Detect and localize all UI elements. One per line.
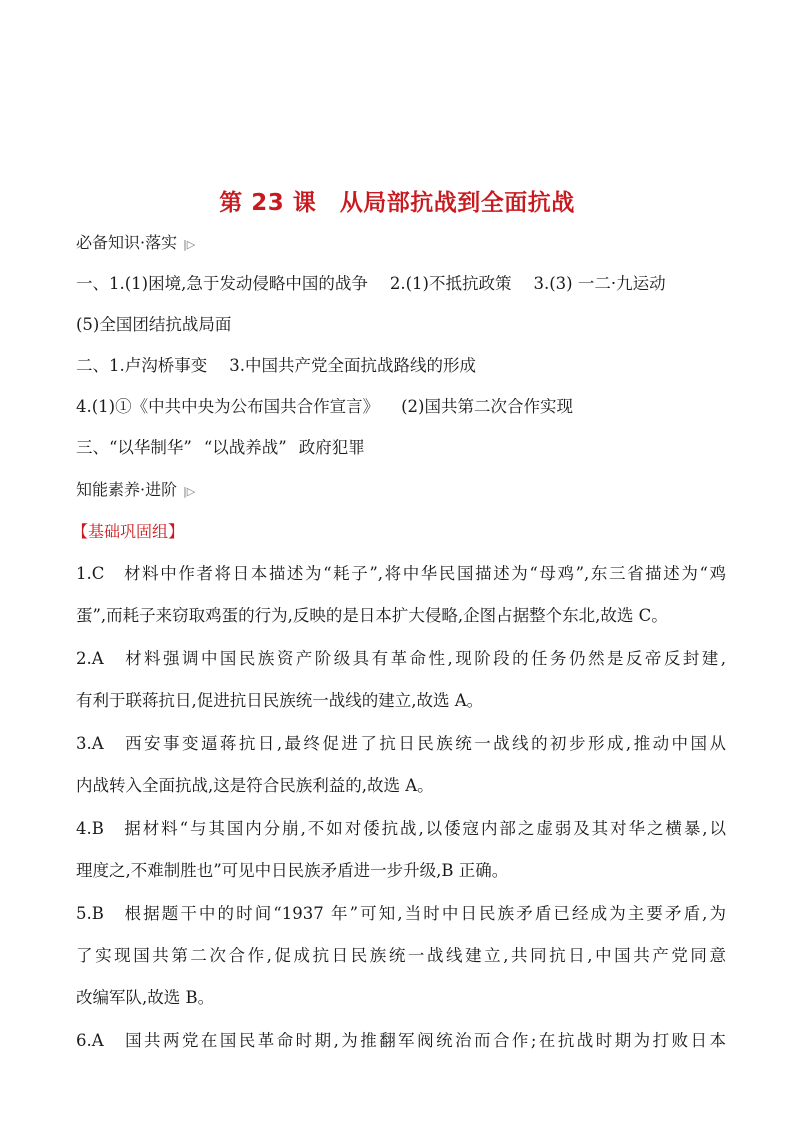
answer-fragment: 三、“以华制华” <box>76 438 192 457</box>
answer-item-line: 内战转入全面抗战,这是符合民族利益的,故选 A。 <box>76 776 434 795</box>
arrow-mark-icon: |▷ <box>183 485 196 498</box>
answer-item-line: 改编军队,故选 B。 <box>76 988 215 1007</box>
answer-item-line: 6.A 国共两党在国民革命时期,为推翻军阀统治而合作;在抗战时期为打败日本 <box>76 1031 726 1050</box>
answer-item-line: 3.A 西安事变逼蒋抗日,最终促进了抗日民族统一战线的初步形成,推动中国从 <box>76 734 726 753</box>
answer-line <box>76 396 726 418</box>
answer-line <box>76 355 726 377</box>
answer-line <box>76 314 726 336</box>
answer-fragment: 3.中国共产党全面抗战路线的形成 <box>229 356 476 375</box>
page-title: 第 23 课 从局部抗战到全面抗战 <box>219 190 575 216</box>
answer-line <box>76 437 726 459</box>
answer-fragment: 一、1.(1)困境,急于发动侵略中国的战争 <box>76 274 368 293</box>
answer-item-line: 蛋”,而耗子来窃取鸡蛋的行为,反映的是日本扩大侵略,企图占据整个东北,故选 C。 <box>76 606 668 625</box>
answer-item-line: 理度之,不难制胜也”可见中日民族矛盾进一步升级,B 正确。 <box>76 861 509 880</box>
answer-item-line: 2.A 材料强调中国民族资产阶级具有革命性,现阶段的任务仍然是反帝反封建, <box>76 649 726 668</box>
answer-item-line: 1.C 材料中作者将日本描述为“耗子”,将中华民国描述为“母鸡”,东三省描述为“鸡 <box>76 564 726 583</box>
answer-fragment: 二、1.卢沟桥事变 <box>76 356 208 375</box>
answer-fragment: (2)国共第二次合作实现 <box>401 397 573 416</box>
section-heading-text: 必备知识·落实 <box>76 233 178 252</box>
answer-item-line: 有利于联蒋抗日,促进抗日民族统一战线的建立,故选 A。 <box>76 691 484 710</box>
section-heading-knowledge <box>76 232 726 256</box>
answer-item-line: 4.B 据材料“与其国内分崩,不如对倭抗战,以倭寇内部之虚弱及其对华之横暴,以 <box>76 819 726 838</box>
answer-fragment: 3.(3) 一二·九运动 <box>533 274 666 293</box>
arrow-mark-icon: |▷ <box>183 238 196 251</box>
answer-fragment: 4.(1)①《中共中央为公布国共合作宣言》 <box>76 397 380 416</box>
section-heading-skills <box>76 479 726 503</box>
answer-item-line: 了实现国共第二次合作,促成抗日民族统一战线建立,共同抗日,中国共产党同意 <box>76 946 726 965</box>
answer-fragment: 2.(1)不抵抗政策 <box>389 274 512 293</box>
answer-line <box>76 273 726 295</box>
answer-fragment: 政府犯罪 <box>298 438 365 457</box>
section-heading-text: 知能素养·进阶 <box>76 480 178 499</box>
answer-item-line: 5.B 根据题干中的时间“1937 年”可知,当时中日民族矛盾已经成为主要矛盾,为 <box>76 904 726 923</box>
answer-fragment: “以战养战” <box>203 438 287 457</box>
group-label: 【基础巩固组】 <box>72 522 185 541</box>
answer-fragment: (5)全国团结抗战局面 <box>76 315 232 334</box>
